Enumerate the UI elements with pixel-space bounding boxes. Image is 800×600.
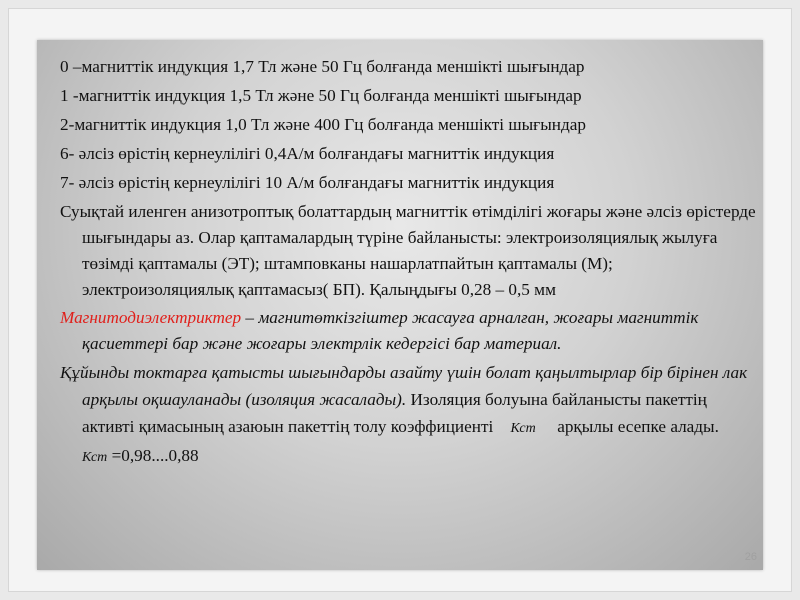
page-number: 26 [744,551,757,563]
paragraph-eddy [60,359,760,471]
paragraph-steel: Суықтай иленген анизотроптық болаттардың магниттік өтімділігі жоғары және әлсіз өрістерде шығындары аз. Олар қаптамалардың түріне байланысты: электроизоляциялық жылуға төзімді қаптамалы (ЭТ); штамповканы нашарлатпайтын қаптамалы (М); электроизоляциялық қаптамасыз( БП). Қалыңдығы 0,28 – 0,5 мм [60,202,756,299]
kst-value: =0,98....0,88 [111,446,199,465]
term-definition: – магнитөткізгіштер жасауға арналған, жоғары магниттік қасиеттері бар және жоғары электрлік кедергісі бар материал. [82,308,699,353]
eddy-normal-1: Изоляция болуына байланысты пакеттің активті қимасының азаюын пакеттің толу коэффициенті [82,390,707,436]
kst-symbol-2: Кст [82,450,108,465]
slide-content [60,54,760,473]
eddy-normal-2: арқылы есепке алады. [557,417,719,436]
line-1: 1 -магниттік индукция 1,5 Тл және 50 Гц болғанда меншікті шығындар [60,86,582,105]
term-magnetodielectric: Магнитодиэлектриктер [60,308,242,327]
line-6: 6- әлсіз өрістің кернеулілігі 0,4А/м болғандағы магниттік индукция [60,144,555,163]
paragraph-magnetodielectric [60,305,760,357]
line-0: 0 –магниттік индукция 1,7 Тл және 50 Гц болғанда меншікті шығындар [60,57,585,76]
kst-symbol: Кст [510,421,536,436]
line-2: 2-магниттік индукция 1,0 Тл және 400 Гц болғанда меншікті шығындар [60,115,586,134]
eddy-italic: Құйынды токтарға қатысты шығындарды азайту үшін болат қаңылтырлар бір бірінен лак арқылы оқшауланады (изоляция жасалады). [60,363,748,409]
line-7: 7- әлсіз өрістің кернеулілігі 10 А/м болғандағы магниттік индукция [60,173,555,192]
